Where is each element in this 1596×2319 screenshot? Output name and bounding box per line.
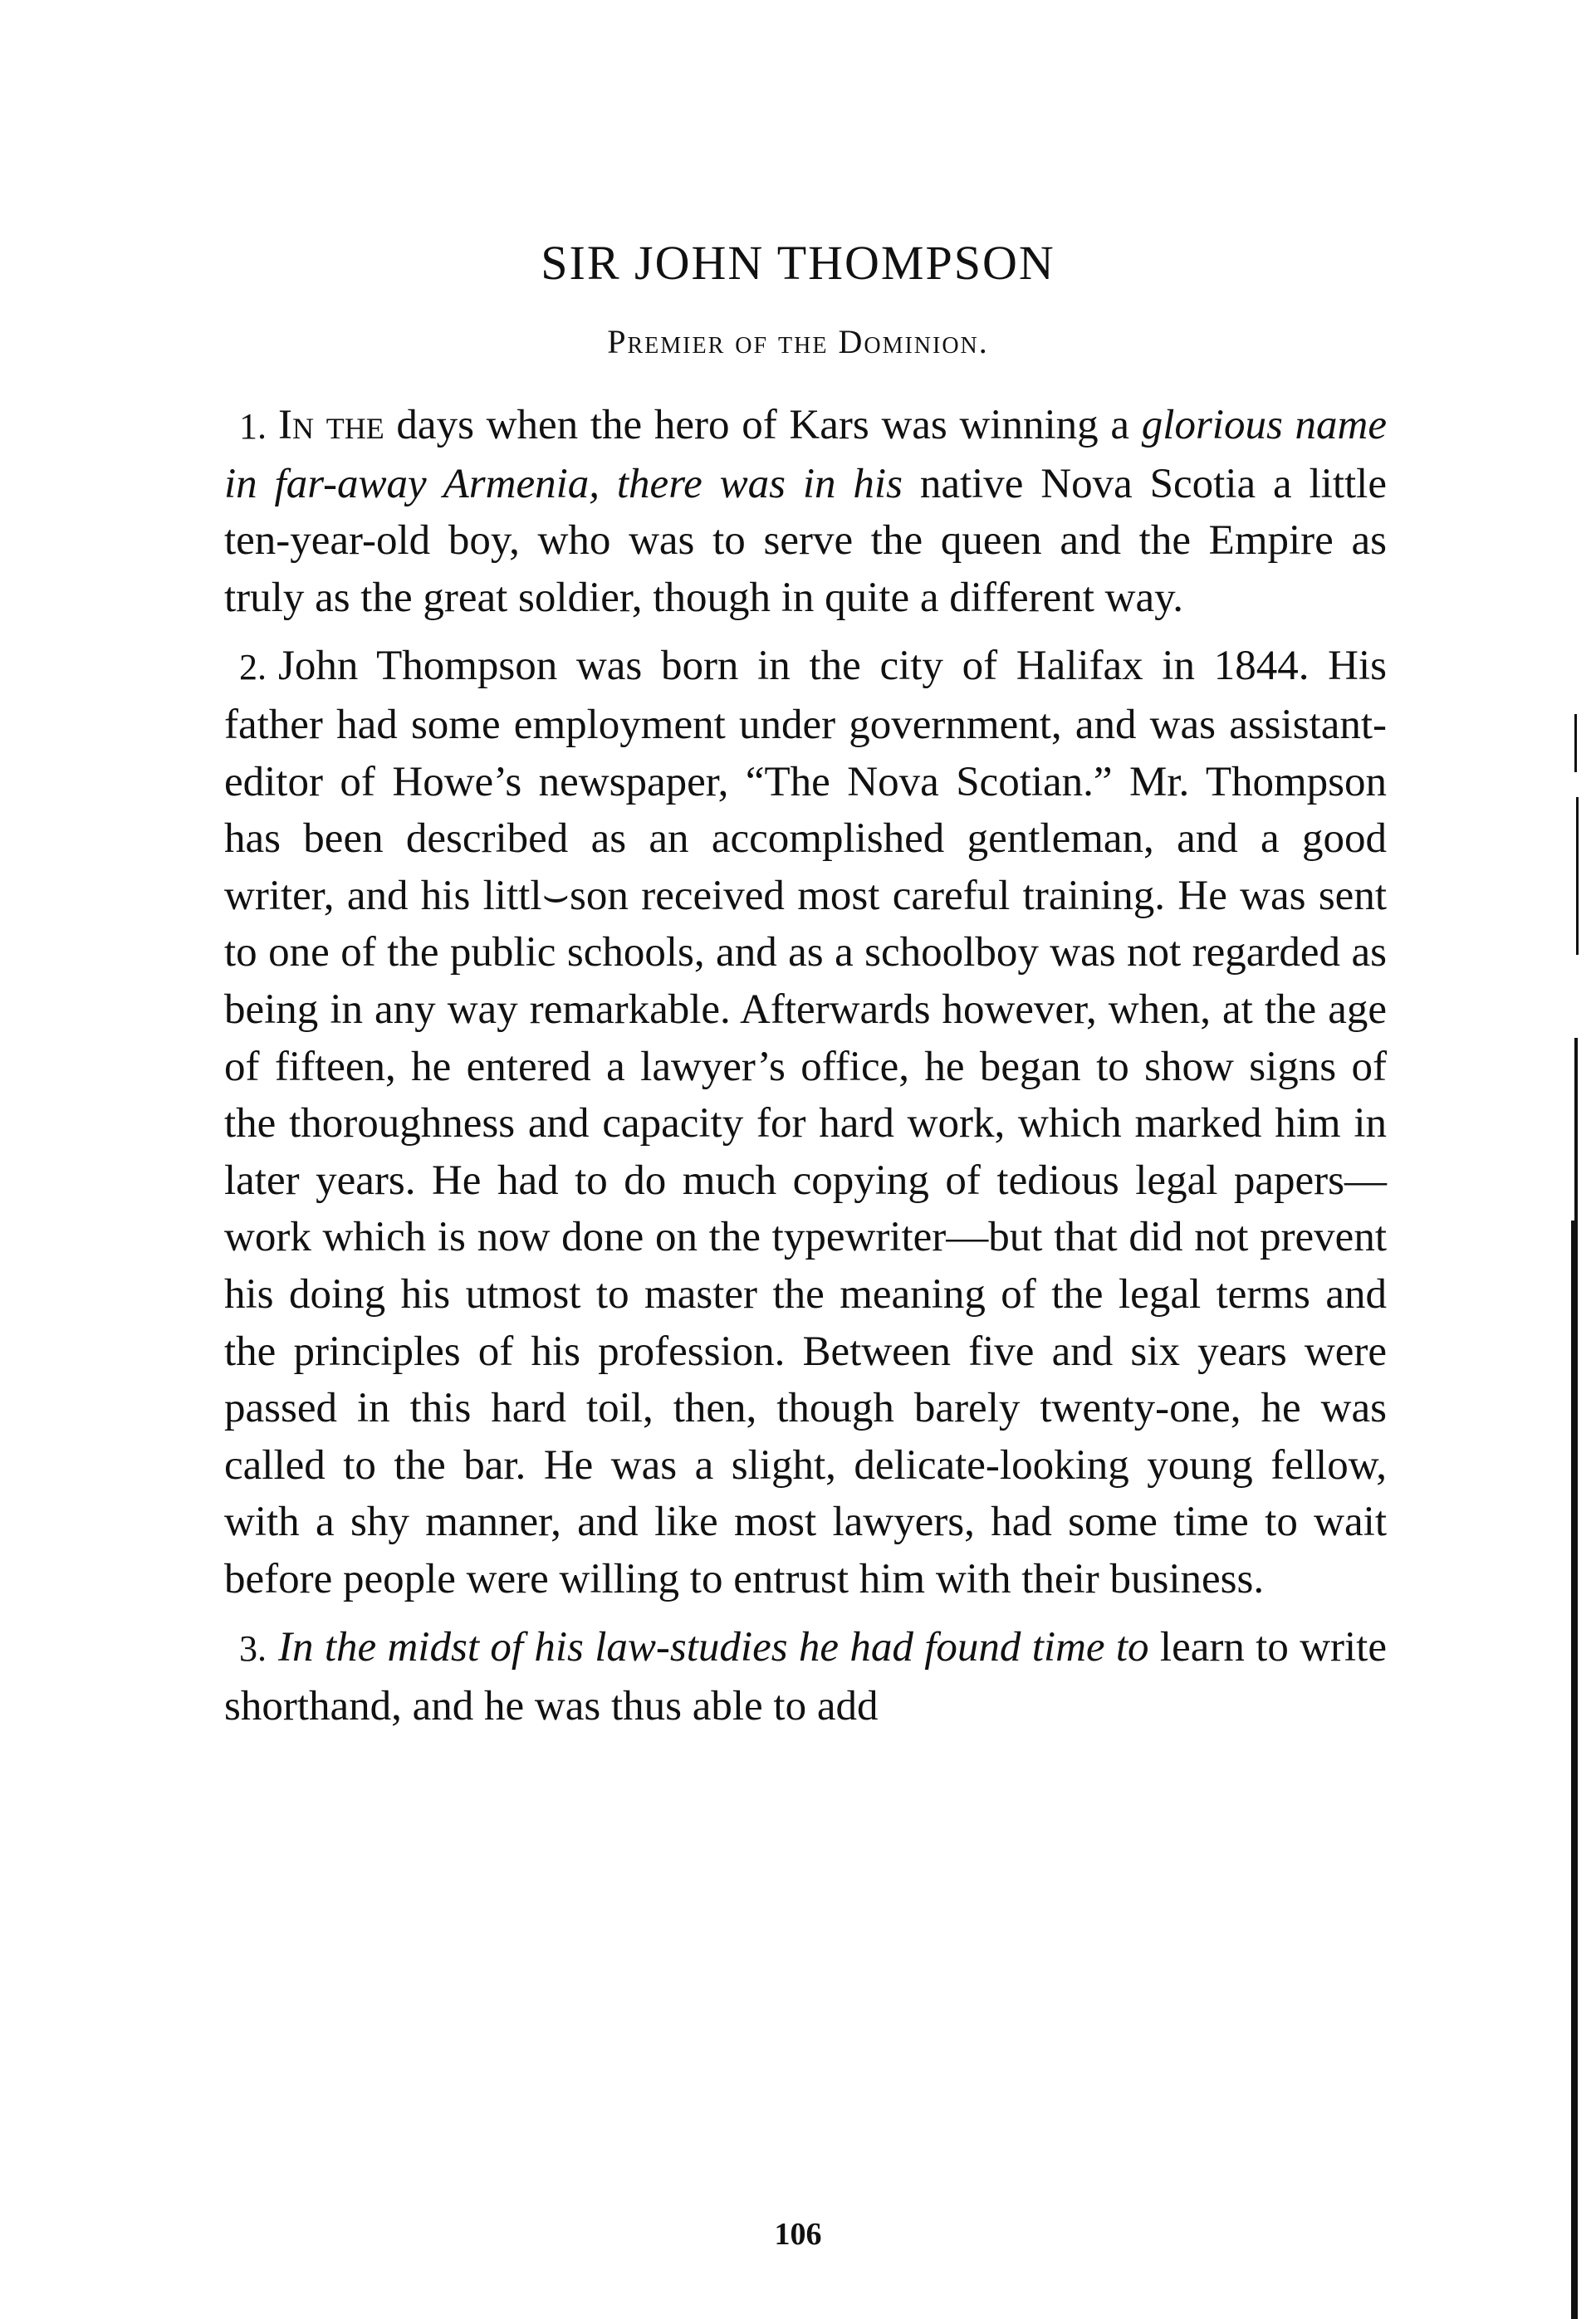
paragraph-italic-text: In the midst of his law-studies he had found time to <box>278 1624 1149 1671</box>
paragraph-text: native Nova Scotia a little ten-year-old boy, who was to serve the queen and the Empire as truly as the great soldier, though in quite a different way. <box>224 460 1387 621</box>
paragraph-3 <box>224 1619 1387 1734</box>
body-text <box>224 397 1387 1747</box>
page-subtitle: Premier of the Dominion. <box>607 323 989 360</box>
scan-edge-mark <box>1571 1221 1578 2319</box>
paragraph-number: 2. <box>239 647 267 688</box>
paragraph-number: 1. <box>239 406 267 447</box>
paragraph-italic-text: glorious name in far-away Armenia, there was in his <box>224 402 1388 507</box>
paragraph-lead: In the <box>278 402 384 448</box>
paragraph-number: 3. <box>239 1628 267 1670</box>
page-number: 106 <box>774 2217 822 2252</box>
paragraph-text: John Thompson was born in the city of Halifax in 1844. His father had some employment under government, and was assistant-editor of Howe’s newspaper, “The Nova Scotian.” Mr. Thompson has been described as an accomplished gentleman, and a good writer, and his littl⌣son received most careful training. He was sent to one of the public schools, and as a schoolboy was not regarded as being in any way remarkable. Afterwards however, when, at the age of fifteen, he entered a lawyer’s office, he began to show signs of the thoroughness and capacity for hard work, which marked him in later years. He had to do much copying of tedious legal papers—work which is now done on the typewriter—but that did not prevent his doing his utmost to master the meaning of the legal terms and the principles of his profession. Between five and six years were passed in this hard toil, then, though barely twenty-one, he was called to the bar. He was a slight, delicate-looking young fellow, with a shy manner, and like most lawyers, had some time to wait before people were willing to entrust him with their business. <box>224 643 1387 1602</box>
page-title: SIR JOHN THOMPSON <box>541 236 1055 290</box>
paragraph-text: days when the hero of Kars was winning a <box>384 402 1142 448</box>
paragraph-text: learn to write shorthand, and he was thus able to add <box>224 1624 1387 1730</box>
scan-edge-mark <box>1574 1038 1578 1221</box>
scan-edge-mark <box>1574 714 1577 772</box>
paragraph-1 <box>224 397 1387 626</box>
paragraph-2 <box>224 638 1387 1607</box>
scan-edge-mark <box>1576 797 1579 955</box>
